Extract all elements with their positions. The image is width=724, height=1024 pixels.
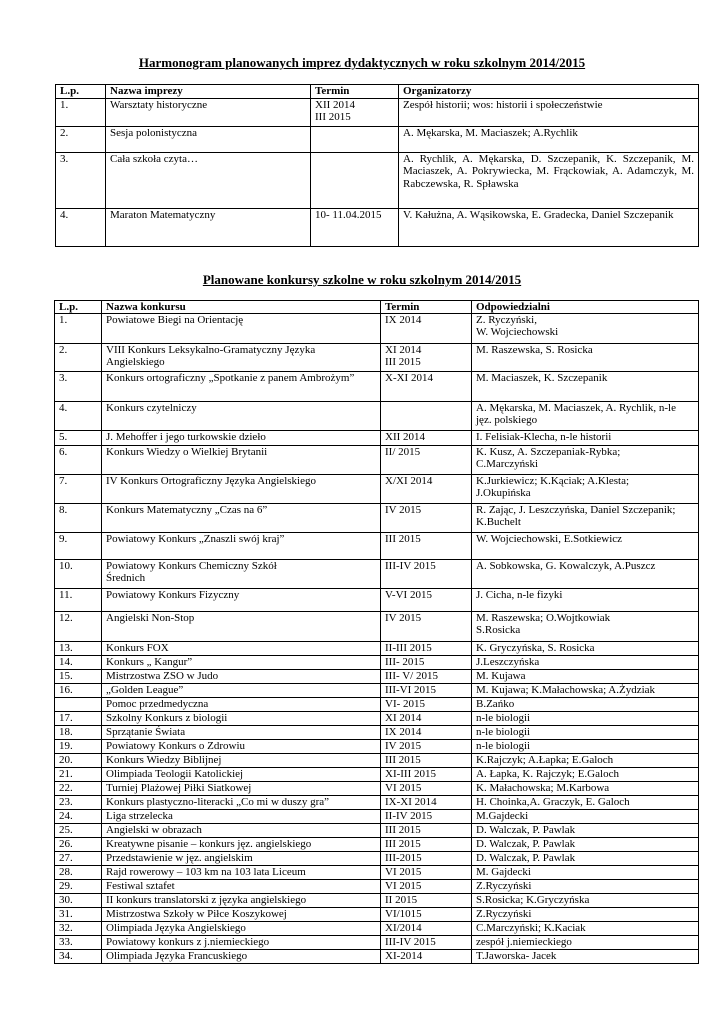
contest-responsible: K.Rajczyk; A.Łapka; E.Galoch — [472, 754, 699, 768]
table-row — [55, 922, 699, 936]
contest-responsible: J.Leszczyńska — [472, 656, 699, 670]
row-lp: 8. — [55, 504, 102, 533]
contest-responsible: M. Kujawa — [472, 670, 699, 684]
events-table — [55, 84, 699, 247]
contest-term: III 2015 — [381, 533, 472, 560]
table-row — [56, 152, 699, 208]
contest-term: IV 2015 — [381, 740, 472, 754]
row-lp: 15. — [55, 670, 102, 684]
row-lp: 33. — [55, 936, 102, 950]
contest-name: Powiatowy Konkurs Fizyczny — [102, 589, 381, 612]
table-row — [55, 838, 699, 852]
contest-term: II-III 2015 — [381, 642, 472, 656]
contest-name: Angielski Non-Stop — [102, 612, 381, 642]
contest-name: J. Mehoffer i jego turkowskie dzieło — [102, 431, 381, 446]
contest-responsible: B.Zańko — [472, 698, 699, 712]
table-row — [55, 866, 699, 880]
contest-responsible: zespół j.niemieckiego — [472, 936, 699, 950]
table-row — [55, 810, 699, 824]
contest-responsible: n-le biologii — [472, 740, 699, 754]
contest-name: Mistrzostwa Szkoły w Piłce Koszykowej — [102, 908, 381, 922]
contest-name: Konkurs FOX — [102, 642, 381, 656]
contest-responsible: K.Jurkiewicz; K.Kąciak; A.Klesta; J.Okupińska — [472, 475, 699, 504]
row-lp: 4. — [56, 208, 106, 246]
table-row — [55, 642, 699, 656]
header-contest-name: Nazwa konkursu — [102, 301, 381, 314]
table-row — [55, 670, 699, 684]
contest-name: VIII Konkurs Leksykalno-Gramatyczny Języka Angielskiego — [102, 344, 381, 372]
row-lp: 28. — [55, 866, 102, 880]
table-row — [55, 894, 699, 908]
row-lp: 21. — [55, 768, 102, 782]
row-lp: 3. — [55, 372, 102, 402]
contest-responsible: J. Cicha, n-le fizyki — [472, 589, 699, 612]
event-organizers: Zespół historii; wos: historii i społeczeństwie — [399, 98, 699, 126]
contest-responsible: M.Gajdecki — [472, 810, 699, 824]
contest-responsible: K. Małachowska; M.Karbowa — [472, 782, 699, 796]
row-lp: 13. — [55, 642, 102, 656]
contest-responsible: n-le biologii — [472, 712, 699, 726]
contest-name: IV Konkurs Ortograficzny Języka Angielskiego — [102, 475, 381, 504]
event-name: Cała szkoła czyta… — [106, 152, 311, 208]
event-name: Maraton Matematyczny — [106, 208, 311, 246]
contest-term: VI 2015 — [381, 866, 472, 880]
row-lp: 26. — [55, 838, 102, 852]
contest-term: III-IV 2015 — [381, 936, 472, 950]
contest-term: III 2015 — [381, 838, 472, 852]
contest-name: Mistrzostwa ZSO w Judo — [102, 670, 381, 684]
contest-name: Olimpiada Teologii Katolickiej — [102, 768, 381, 782]
table-row — [55, 754, 699, 768]
row-lp: 11. — [55, 589, 102, 612]
contests-header-row — [55, 301, 699, 314]
contest-name: Rajd rowerowy – 103 km na 103 lata Liceum — [102, 866, 381, 880]
contest-responsible: Z.Ryczyński — [472, 880, 699, 894]
event-organizers: A. Mękarska, M. Maciaszek; A.Rychlik — [399, 126, 699, 152]
contest-responsible: S.Rosicka; K.Gryczyńska — [472, 894, 699, 908]
contest-responsible: A. Łapka, K. Rajczyk; E.Galoch — [472, 768, 699, 782]
table-row — [55, 782, 699, 796]
contest-responsible: W. Wojciechowski, E.Sotkiewicz — [472, 533, 699, 560]
row-lp: 16. — [55, 684, 102, 698]
header-term: Termin — [381, 301, 472, 314]
contest-term: V-VI 2015 — [381, 589, 472, 612]
contest-responsible: I. Felisiak-Klecha, n-le historii — [472, 431, 699, 446]
row-lp: 9. — [55, 533, 102, 560]
table-row — [56, 208, 699, 246]
contest-name: Powiatowy Konkurs „Znaszli swój kraj” — [102, 533, 381, 560]
contest-responsible: H. Choinka,A. Graczyk, E. Galoch — [472, 796, 699, 810]
contest-responsible: A. Sobkowska, G. Kowalczyk, A.Puszcz — [472, 560, 699, 589]
contest-term: III- V/ 2015 — [381, 670, 472, 684]
contest-name: Konkurs Wiedzy o Wielkiej Brytanii — [102, 446, 381, 475]
table-row — [55, 908, 699, 922]
event-name: Sesja polonistyczna — [106, 126, 311, 152]
contest-term: III 2015 — [381, 824, 472, 838]
contest-term: VI 2015 — [381, 880, 472, 894]
row-lp: 23. — [55, 796, 102, 810]
event-organizers: A. Rychlik, A. Mękarska, D. Szczepanik, K. Szczepanik, M. Maciaszek, A. Pokrywiecka, M. Frąckowiak, A. Adamczyk, M. Rabczewska, R. Spławska — [399, 152, 699, 208]
event-organizers: V. Kałużna, A. Wąsikowska, E. Gradecka, Daniel Szczepanik — [399, 208, 699, 246]
contest-name: Konkurs Wiedzy Biblijnej — [102, 754, 381, 768]
contest-term: IX 2014 — [381, 726, 472, 740]
table-row — [55, 936, 699, 950]
contest-term: XI-III 2015 — [381, 768, 472, 782]
row-lp: 29. — [55, 880, 102, 894]
contest-term: III- 2015 — [381, 656, 472, 670]
row-lp: 2. — [56, 126, 106, 152]
table-row — [55, 740, 699, 754]
contest-responsible: K. Gryczyńska, S. Rosicka — [472, 642, 699, 656]
contest-term: XI-2014 — [381, 950, 472, 964]
row-lp: 18. — [55, 726, 102, 740]
row-lp: 12. — [55, 612, 102, 642]
header-lp: L.p. — [55, 301, 102, 314]
contest-term: VI 2015 — [381, 782, 472, 796]
contest-term: III-2015 — [381, 852, 472, 866]
contest-term: IX-XI 2014 — [381, 796, 472, 810]
contest-name: Powiatowy Konkurs o Zdrowiu — [102, 740, 381, 754]
contest-name: Turniej Plażowej Piłki Siatkowej — [102, 782, 381, 796]
contest-term — [381, 402, 472, 431]
contests-title: Planowane konkursy szkolne w roku szkolnym 2014/2015 — [202, 272, 522, 287]
contest-responsible: M. Raszewska, S. Rosicka — [472, 344, 699, 372]
contest-name: Olimpiada Języka Angielskiego — [102, 922, 381, 936]
row-lp: 24. — [55, 810, 102, 824]
contest-responsible: R. Zając, J. Leszczyńska, Daniel Szczepanik; K.Buchelt — [472, 504, 699, 533]
contest-name: Przedstawienie w jęz. angielskim — [102, 852, 381, 866]
contest-responsible: K. Kusz, A. Szczepaniak-Rybka; C.Marczyński — [472, 446, 699, 475]
contest-responsible: M. Kujawa; K.Małachowska; A.Żydziak — [472, 684, 699, 698]
table-row — [55, 824, 699, 838]
contest-name: Festiwal sztafet — [102, 880, 381, 894]
contest-name: Kreatywne pisanie – konkurs jęz. angielskiego — [102, 838, 381, 852]
event-term: 10- 11.04.2015 — [311, 208, 399, 246]
contest-term: II 2015 — [381, 894, 472, 908]
table-row — [55, 796, 699, 810]
row-lp: 25. — [55, 824, 102, 838]
contest-term: XII 2014 — [381, 431, 472, 446]
row-lp: 19. — [55, 740, 102, 754]
contest-term: VI- 2015 — [381, 698, 472, 712]
contest-name: Konkurs „ Kangur” — [102, 656, 381, 670]
table-row — [55, 950, 699, 964]
table-row — [55, 612, 699, 642]
contest-term: XI 2014 — [381, 712, 472, 726]
contest-term: XI/2014 — [381, 922, 472, 936]
event-name: Warsztaty historyczne — [106, 98, 311, 126]
contest-responsible: D. Walczak, P. Pawlak — [472, 824, 699, 838]
contest-term: III-VI 2015 — [381, 684, 472, 698]
table-row — [55, 768, 699, 782]
contest-name: Konkurs plastyczno-literacki „Co mi w duszy gra” — [102, 796, 381, 810]
contest-name: Konkurs ortograficzny „Spotkanie z panem Ambrożym” — [102, 372, 381, 402]
row-lp — [55, 698, 102, 712]
header-responsible: Odpowiedzialni — [472, 301, 699, 314]
table-row — [55, 402, 699, 431]
table-row — [55, 504, 699, 533]
table-row — [55, 712, 699, 726]
contest-responsible: M. Maciaszek, K. Szczepanik — [472, 372, 699, 402]
table-row — [55, 852, 699, 866]
table-row — [55, 314, 699, 344]
contest-responsible: Z. Ryczyński, W. Wojciechowski — [472, 314, 699, 344]
row-lp: 17. — [55, 712, 102, 726]
contest-name: Konkurs czytelniczy — [102, 402, 381, 431]
row-lp: 31. — [55, 908, 102, 922]
header-lp: L.p. — [56, 85, 106, 99]
contest-term: X-XI 2014 — [381, 372, 472, 402]
table-row — [55, 446, 699, 475]
contest-responsible: T.Jaworska- Jacek — [472, 950, 699, 964]
contest-term: II/ 2015 — [381, 446, 472, 475]
table-row — [55, 880, 699, 894]
contest-name: Powiatowe Biegi na Orientację — [102, 314, 381, 344]
event-term: XII 2014 III 2015 — [311, 98, 399, 126]
row-lp: 34. — [55, 950, 102, 964]
table-row — [55, 533, 699, 560]
schedule-title: Harmonogram planowanych imprez dydaktycznych w roku szkolnym 2014/2015 — [138, 55, 586, 70]
contest-responsible: C.Marczyński; K.Kaciak — [472, 922, 699, 936]
contest-term: IX 2014 — [381, 314, 472, 344]
row-lp: 27. — [55, 852, 102, 866]
contest-name: Sprzątanie Świata — [102, 726, 381, 740]
row-lp: 3. — [56, 152, 106, 208]
header-organizers: Organizatorzy — [399, 85, 699, 99]
row-lp: 32. — [55, 922, 102, 936]
header-term: Termin — [311, 85, 399, 99]
row-lp: 6. — [55, 446, 102, 475]
row-lp: 10. — [55, 560, 102, 589]
contest-name: Powiatowy Konkurs Chemiczny Szkół Średnich — [102, 560, 381, 589]
contest-term: IV 2015 — [381, 612, 472, 642]
table-row — [56, 126, 699, 152]
table-row — [55, 684, 699, 698]
contest-name: Konkurs Matematyczny „Czas na 6” — [102, 504, 381, 533]
table-row — [55, 560, 699, 589]
contest-term: XI 2014 III 2015 — [381, 344, 472, 372]
table-row — [56, 98, 699, 126]
contest-term: IV 2015 — [381, 504, 472, 533]
contest-term: X/XI 2014 — [381, 475, 472, 504]
row-lp: 20. — [55, 754, 102, 768]
table-row — [55, 726, 699, 740]
row-lp: 2. — [55, 344, 102, 372]
event-term — [311, 152, 399, 208]
table-row — [55, 372, 699, 402]
table-row — [55, 431, 699, 446]
contest-term: III 2015 — [381, 754, 472, 768]
contest-responsible: M. Raszewska; O.Wojtkowiak S.Rosicka — [472, 612, 699, 642]
contest-responsible: Z.Ryczyński — [472, 908, 699, 922]
contest-name: Powiatowy konkurs z j.niemieckiego — [102, 936, 381, 950]
contest-name: Olimpiada Języka Francuskiego — [102, 950, 381, 964]
contest-name: „Golden League” — [102, 684, 381, 698]
contest-name: Pomoc przedmedyczna — [102, 698, 381, 712]
contests-table — [54, 300, 699, 964]
contest-responsible: D. Walczak, P. Pawlak — [472, 852, 699, 866]
contest-term: VI/1015 — [381, 908, 472, 922]
row-lp: 7. — [55, 475, 102, 504]
events-header-row — [56, 85, 699, 99]
contest-name: Liga strzelecka — [102, 810, 381, 824]
row-lp: 30. — [55, 894, 102, 908]
row-lp: 1. — [55, 314, 102, 344]
contest-name: Angielski w obrazach — [102, 824, 381, 838]
contest-responsible: A. Mękarska, M. Maciaszek, A. Rychlik, n-le jęz. polskiego — [472, 402, 699, 431]
row-lp: 1. — [56, 98, 106, 126]
row-lp: 22. — [55, 782, 102, 796]
table-row — [55, 698, 699, 712]
row-lp: 14. — [55, 656, 102, 670]
table-row — [55, 589, 699, 612]
contest-responsible: D. Walczak, P. Pawlak — [472, 838, 699, 852]
table-row — [55, 344, 699, 372]
table-row — [55, 656, 699, 670]
contest-term: II-IV 2015 — [381, 810, 472, 824]
contest-responsible: M. Gajdecki — [472, 866, 699, 880]
row-lp: 4. — [55, 402, 102, 431]
contest-name: II konkurs translatorski z języka angielskiego — [102, 894, 381, 908]
contest-responsible: n-le biologii — [472, 726, 699, 740]
event-term — [311, 126, 399, 152]
contest-name: Szkolny Konkurs z biologii — [102, 712, 381, 726]
header-event-name: Nazwa imprezy — [106, 85, 311, 99]
row-lp: 5. — [55, 431, 102, 446]
table-row — [55, 475, 699, 504]
contest-term: III-IV 2015 — [381, 560, 472, 589]
